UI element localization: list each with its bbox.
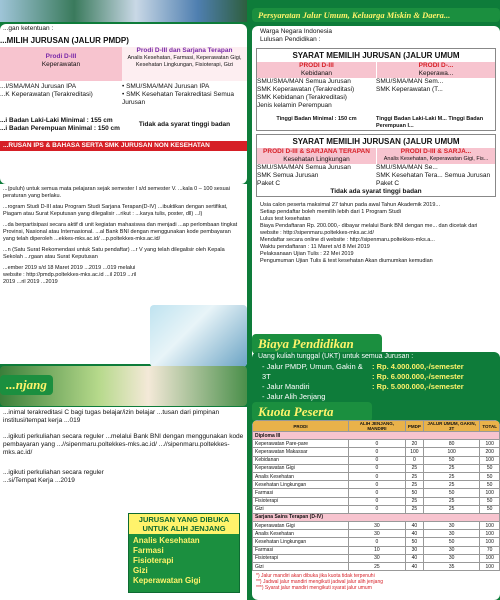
jurusan-item: Fisioterapi [133, 556, 174, 565]
quota-cell: 0 [349, 464, 406, 472]
pmdp-d4-box [122, 47, 247, 81]
umum-list-right-item: SMK Keperawatan (T... [376, 86, 443, 93]
biaya-value: : Rp. 4.000.000,-/semester [372, 362, 464, 371]
table-row [253, 497, 500, 505]
top-photo-strip [0, 0, 247, 22]
dates-text: ...ember 2019 s/d 18 Maret 2019 ...2019 ...019 melalui website : http://pmdp.poltekkes-mks.ac.id ...il 2019 ...ril 2019 ...ril 2019 ...2019 [3, 265, 137, 285]
quota-cell: 0 [349, 497, 406, 505]
quota-cell: 30 [423, 554, 480, 562]
umum2-note: Tidak ada syarat tinggi badan [330, 188, 422, 195]
quota-cell: 0 [349, 440, 406, 448]
umum2-right-sub: Analis Kesehatan, Keperawatan Gigi, Fis... [383, 156, 489, 162]
quota-cell: 50 [423, 538, 480, 546]
umum-list-item: SMU/SMA/MAN Semua Jurusan [257, 78, 351, 85]
umum2-list-right-item: SMU/SMA/MAN Se... [376, 164, 438, 171]
table-row [253, 440, 500, 448]
quota-cell: 35 [423, 563, 480, 571]
quota-cell: 100 [405, 448, 423, 456]
col-header: ALIH JENJANG, MANDIRI [349, 421, 406, 432]
umum-list-item: SMK Kebidanan (Terakreditasi) [257, 94, 347, 101]
note-item: Pelaksanaan Ujian Tulis : 22 Mei 2019 [260, 251, 354, 257]
pmdp-panel [0, 24, 247, 184]
alih-jenjang-header: ...njang [0, 375, 53, 395]
note-item: Mendaftar secara online di website : http://sipenmaru.poltekkes-mks.a... [260, 237, 435, 243]
lab-photo [150, 305, 247, 367]
biaya-label: - Jalur Alih Jenjang [262, 392, 326, 401]
kuota-panel [252, 420, 500, 600]
col-header: PRODI [253, 421, 349, 432]
quota-cell: 50 [480, 472, 500, 480]
umum2-title: SYARAT MEMILIH JURUSAN (JALUR UMUM [292, 137, 460, 146]
prodi-cell: Kesehatan Lingkungan [253, 481, 349, 489]
biaya-value: : Rp. 5.000.000,-/semester [372, 382, 464, 391]
req-1: Warga Negara Indonesia [260, 28, 333, 35]
quota-cell: 100 [423, 448, 480, 456]
quota-cell: 25 [423, 481, 480, 489]
prodi-cell: Analis Kesehatan [253, 530, 349, 538]
umum2-left: PRODI D-III & SARJANA TERAPAN [263, 148, 370, 155]
umum-box-1 [256, 48, 496, 131]
umum-d3-sub: Kebidanan [300, 70, 333, 77]
quota-cell: 30 [423, 530, 480, 538]
quota-cell: 30 [349, 522, 406, 530]
quota-cell: 25 [423, 472, 480, 480]
para-2: ...rogram Studi D-III atau Program Studi Sarjana Terapan(D-IV) ...ibuktikan dengan sertifikat, Piagam atau Surat Keputusan yang dilegalisir ...rikut : ...karya tulis, poster, dll) ...l) [3, 204, 228, 217]
table-row [253, 456, 500, 464]
jurusan-item: Gizi [133, 566, 148, 575]
prodi-cell: Kebidanan [253, 456, 349, 464]
quota-cell: 80 [423, 440, 480, 448]
note-item: Setiap pendaftar boleh memilih lebih dari 1 Program Studi [260, 209, 401, 215]
umum-title: SYARAT MEMILIH JURUSAN (JALUR UMUM [292, 51, 460, 60]
quota-cell: 0 [349, 505, 406, 513]
pmdp-d4-title: Prodi D-III dan Sarjana Terapan [136, 47, 233, 54]
biaya-header: Biaya Pendidikan [252, 334, 382, 354]
quota-cell: 100 [480, 522, 500, 530]
table-row [253, 563, 500, 571]
quota-cell: 40 [405, 554, 423, 562]
note-item: Waktu pendaftaran : 11 Maret s/d 8 Mei 2019 [260, 244, 370, 250]
umum-height-right: Tinggi Badan Laki-Laki M... Tinggi Badan Perempuan I... [376, 116, 484, 129]
para-4: ...n (Satu Surat Rekomendasi untuk Satu pendaftar) ...r V yang telah dilegalisir oleh Kepala Sekolah ...rgaan atau Surat Keputusan [3, 247, 225, 260]
umum2-list-right-item: SMK Kesehatan Tera... Semua Jurusan [376, 172, 491, 179]
quota-cell: 25 [405, 497, 423, 505]
quota-cell: 50 [480, 464, 500, 472]
quota-cell: 50 [423, 456, 480, 464]
col-header: JALUR UMUM, GAKIN, 3T [423, 421, 480, 432]
note-item: Pengumuman Ujian Tulis & test kesehatan Akan diumumkan kemudian [260, 258, 433, 264]
height-right: Tidak ada syarat tinggi badan [138, 121, 231, 128]
table-section-row [253, 432, 500, 440]
table-row [253, 489, 500, 497]
umum-d3b-sub: Keperawa... [418, 70, 454, 77]
quota-cell: 100 [480, 563, 500, 571]
sma-right-2: • SMK Kesehatan Terakreditasi Semua Jurusan [122, 91, 234, 106]
sma-left-2: ...K Keperawatan (Terakreditasi) [0, 91, 93, 98]
table-row [253, 546, 500, 554]
quota-cell: 40 [405, 530, 423, 538]
pmdp-d3-box [0, 47, 122, 81]
jurusan-title: JURUSAN YANG DIBUKA UNTUK ALIH JENJANG [129, 514, 239, 534]
quota-cell: 70 [480, 546, 500, 554]
kuota-header: Kuota Peserta [252, 402, 372, 422]
quota-cell: 100 [480, 554, 500, 562]
alih-para-3: ...igikuti perkuliahan secara reguler ...si/Tempat Kerja ...2019 [3, 469, 104, 484]
prodi-cell: Keperawatan Gigi [253, 464, 349, 472]
quota-cell: 25 [423, 464, 480, 472]
quota-cell: 0 [405, 456, 423, 464]
table-row [253, 505, 500, 513]
biaya-intro: Uang kuliah tunggal (UKT) untuk semua Jurusan : [258, 353, 414, 360]
quota-cell: 50 [405, 538, 423, 546]
notes-list [252, 200, 500, 267]
umum-d3: PRODI D-III [299, 62, 334, 69]
quota-cell: 0 [349, 489, 406, 497]
biaya-label: - Jalur PMDP, Umum, Gakin & 3T [262, 362, 363, 381]
quota-cell: 100 [480, 538, 500, 546]
prodi-cell: Keperawatan Gigi [253, 522, 349, 530]
quota-cell: 30 [423, 546, 480, 554]
quota-cell: 30 [423, 522, 480, 530]
biaya-label: - Jalur Mandiri [262, 382, 310, 391]
jurusan-item: Keperawatan Gigi [133, 576, 201, 585]
umum2-left-sub: Kesehatan Lingkungan [283, 156, 350, 163]
ips-banner: ...RUSAN IPS & BAHASA SERTA SMK JURUSAN NON KESEHATAN [0, 141, 247, 151]
jurusan-item: Farmasi [133, 546, 164, 555]
intro-text: ...gan ketentuan : [3, 25, 54, 32]
sma-right-1: • SMU/SMA/MAN Jurusan IPA [122, 83, 210, 90]
col-header: PMDP [405, 421, 423, 432]
pmdp-d4-sub: Analis Kesehatan, Farmasi, Keperawatan Gigi, Kesehatan Lingkungan, Fisioterapi, Gizi [127, 55, 242, 68]
quota-cell: 0 [349, 538, 406, 546]
quota-cell: 30 [349, 554, 406, 562]
quota-cell: 100 [480, 456, 500, 464]
quota-cell: 50 [480, 481, 500, 489]
umum-list-item: Jenis kelamin Perempuan [257, 102, 332, 109]
table-row [253, 448, 500, 456]
col-header: TOTAL [480, 421, 500, 432]
umum2-list-item: SMU/SMA/MAN Semua Jurusan [257, 164, 351, 171]
section-label: Diploma III [253, 432, 500, 440]
quota-cell: 25 [405, 481, 423, 489]
prodi-cell: Analis Kesehatan [253, 472, 349, 480]
prodi-cell: Keperawatan Pare-pare [253, 440, 349, 448]
prodi-cell: Fisioterapi [253, 497, 349, 505]
quota-cell: 100 [480, 440, 500, 448]
quota-cell: 10 [349, 546, 406, 554]
umum2-list-item: Paket C [257, 180, 281, 187]
umum2-list-item: SMK Semua Jurusan [257, 172, 319, 179]
quota-cell: 100 [480, 489, 500, 497]
para-3: ...da berpartisipasi secara aktif di unit kegiatan mahasiswa dan menjadi ...ap perlombaan tingkat Provinsi, Nasional atau Internasional. ...al Bank BNI dengan menggunakan kode pembayaran yang telah diperoleh ...ekkes-mks.ac.id/ ...p.poltekkes-mks.ac.id/ [3, 222, 238, 242]
prodi-cell: Fisioterapi [253, 554, 349, 562]
para-1: ...(puluh) untuk semua mata pelajaran sejak semester I s/d semester V. ...kala 0 – 100 sesuai peraturan yang berlaku. [3, 186, 230, 199]
umum-d3b: PRODI D-... [418, 62, 454, 69]
persyaratan-header: Persyaratan Jalur Umum, Keluarga Miskin & Daera... [252, 8, 500, 22]
alih-para-1: ...inimal terakreditasi C bagi tugas belajar/izin belajar ...tusan dari pimpinan institusi/tempat kerja ...019 [3, 409, 220, 424]
quota-cell: 0 [349, 448, 406, 456]
footnote: **) Jadwal jalur mandiri mengikuti jadwal jalur alih jenjang [256, 579, 384, 586]
prodi-cell: Keperawatan Makassar [253, 448, 349, 456]
table-row [253, 530, 500, 538]
pmdp-d3-title: Prodi D-III [45, 53, 77, 60]
umum2-list-right-item: Paket C [376, 180, 400, 187]
quota-cell: 50 [405, 489, 423, 497]
note-item: Usia calon peserta maksimal 27 tahun pada awal Tahun Akademik 2019... [260, 202, 440, 208]
quota-cell: 40 [405, 563, 423, 571]
prodi-cell: Gizi [253, 563, 349, 571]
umum2-right: PRODI D-III & SARJA... [400, 148, 472, 155]
quota-cell: 50 [480, 505, 500, 513]
sma-left-1: ...I/SMA/MAN Jurusan IPA [0, 83, 77, 90]
prodi-cell: Gizi [253, 505, 349, 513]
biaya-panel [252, 352, 500, 402]
quota-cell: 40 [405, 522, 423, 530]
alih-para-2: ...igikuti perkuliahan secara reguler ...melalui Bank BNI dengan menggunakan kode pembayaran yang ...//sipenmaru.poltekkes-mks.ac.id/ ...//sipenmaru.poltekkes-mks.ac.id/ [3, 433, 244, 456]
note-item: Biaya Pendaftaran Rp. 200.000,- dibayar melalui Bank BNI dengan me... dan dicetak dari website : http://sipenmaru.poltekkes-mks.ac.id/ [260, 223, 478, 236]
table-row [253, 538, 500, 546]
quota-cell: 25 [405, 505, 423, 513]
quota-cell: 25 [405, 472, 423, 480]
table-row [253, 481, 500, 489]
quota-cell: 25 [423, 505, 480, 513]
umum-box-2 [256, 134, 496, 197]
quota-cell: 25 [349, 563, 406, 571]
table-row [253, 554, 500, 562]
kuota-table [252, 420, 500, 571]
quota-cell: 20 [405, 440, 423, 448]
quota-cell: 50 [480, 497, 500, 505]
quota-cell: 200 [480, 448, 500, 456]
quota-cell: 50 [423, 489, 480, 497]
req-2: Lulusan Pendidikan : [260, 36, 321, 43]
quota-cell: 30 [349, 530, 406, 538]
table-row [253, 522, 500, 530]
height-2: ...i Badan Perempuan Minimal : 150 cm [0, 125, 120, 132]
jurusan-item: Analis Kesehatan [133, 536, 200, 545]
quota-cell: 0 [349, 472, 406, 480]
pmdp-d3-sub: Keperawatan [41, 61, 81, 68]
umum-panel [252, 26, 500, 374]
table-section-row [253, 513, 500, 521]
footnote: *) Jalur mandiri akan dibuka jika kuota tidak terpenuhi [256, 573, 375, 580]
note-item: Lulus test kesehatan [260, 216, 311, 222]
section-label: Sarjana Sains Terapan (D-IV) [253, 513, 500, 521]
quota-cell: 0 [349, 481, 406, 489]
umum-height-left: Tinggi Badan Minimal : 150 cm [276, 116, 357, 122]
pmdp-title: ...MILIH JURUSAN (JALUR PMDP) [0, 36, 129, 45]
footnote: ***) Syarat jalur mandiri mengikuti syarat jalur umum [256, 585, 372, 592]
height-1: ...i Badan Laki-Laki Minimal : 155 cm [0, 117, 113, 124]
umum-list-item: SMK Keperawatan (Terakreditasi) [257, 86, 355, 93]
table-row [253, 464, 500, 472]
quota-cell: 25 [405, 464, 423, 472]
jurusan-box [128, 513, 240, 593]
quota-cell: 25 [423, 497, 480, 505]
quota-cell: 30 [405, 546, 423, 554]
jurusan-list [129, 534, 239, 588]
umum-list-right-item: SMU/SMA/MAN Sem... [376, 78, 444, 85]
table-row [253, 472, 500, 480]
quota-cell: 100 [480, 530, 500, 538]
quota-cell: 0 [349, 456, 406, 464]
prodi-cell: Farmasi [253, 546, 349, 554]
prodi-cell: Kesehatan Lingkungan [253, 538, 349, 546]
biaya-value: : Rp. 6.000.000,-/semester [372, 372, 464, 381]
prodi-cell: Farmasi [253, 489, 349, 497]
